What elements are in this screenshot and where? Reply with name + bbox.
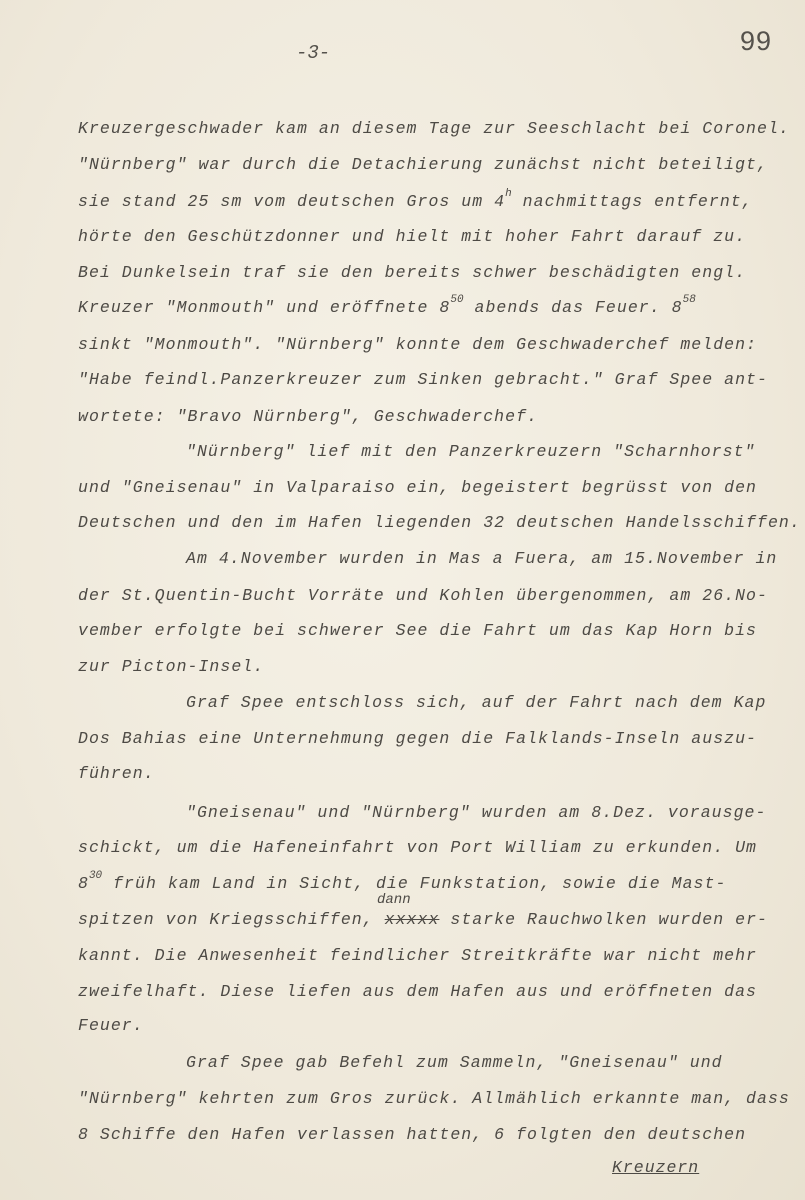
text-line: spitzen von Kriegsschiffen, xxxxx starke Rauchwolken wurden er-: [78, 910, 768, 929]
text-line: sinkt "Monmouth". "Nürnberg" konnte dem Geschwaderchef melden:: [78, 335, 757, 354]
text-line: und "Gneisenau" in Valparaiso ein, begeistert begrüsst von den: [78, 478, 757, 497]
text-line: Graf Spee entschloss sich, auf der Fahrt nach dem Kap: [186, 693, 767, 712]
text-line: hörte den Geschützdonner und hielt mit hoher Fahrt darauf zu.: [78, 227, 747, 246]
text-line: "Nürnberg" lief mit den Panzerkreuzern "Scharnhorst": [186, 442, 756, 461]
text-line: der St.Quentin-Bucht Vorräte und Kohlen übergenommen, am 26.No-: [78, 586, 768, 605]
text-line: schickt, um die Hafeneinfahrt von Port William zu erkunden. Um: [78, 838, 757, 857]
text-line: Deutschen und den im Hafen liegenden 32 deutschen Handelsschiffen.: [78, 513, 801, 532]
struck-out-word: xxxxx: [384, 910, 440, 929]
text-line: zur Picton-Insel.: [78, 657, 265, 676]
text-line: Feuer.: [78, 1016, 144, 1035]
text-line: Dos Bahias eine Unternehmung gegen die Falklands-Inseln auszu-: [78, 729, 757, 748]
text-line: "Habe feindl.Panzerkreuzer zum Sinken gebracht." Graf Spee ant-: [78, 370, 768, 389]
text-line: "Nürnberg" kehrten zum Gros zurück. Allmählich erkannte man, dass: [78, 1089, 790, 1108]
text-line: vember erfolgte bei schwerer See die Fahrt um das Kap Horn bis: [78, 621, 757, 640]
text-line: 8 Schiffe den Hafen verlassen hatten, 6 folgten den deutschen: [78, 1125, 747, 1144]
page-number: 99: [740, 26, 773, 56]
text-line: Kreuzergeschwader kam an diesem Tage zur Seeschlacht bei Coronel.: [78, 119, 790, 138]
text-line: zweifelhaft. Diese liefen aus dem Hafen aus und eröffneten das: [78, 982, 757, 1001]
text-line: Kreuzer "Monmouth" und eröffnete $8^{50}$ abends das Feuer. $8^{58}$: [78, 294, 696, 317]
text-line: wortete: "Bravo Nürnberg", Geschwaderchef.: [78, 407, 538, 426]
text-line: kannt. Die Anwesenheit feindlicher Streitkräfte war nicht mehr: [78, 946, 757, 965]
handwritten-insertion: dann: [377, 892, 411, 908]
text-line: "Nürnberg" war durch die Detachierung zunächst nicht beteiligt,: [78, 155, 768, 174]
text-line: führen.: [78, 764, 155, 783]
text-line: Graf Spee gab Befehl zum Sammeln, "Gneisenau" und: [186, 1053, 723, 1072]
text-line: "Gneisenau" und "Nürnberg" wurden am 8.Dez. vorausge-: [186, 803, 767, 822]
text-line: $8^{30}$ früh kam Land in Sicht, die Funkstation, sowie die Mast-: [78, 870, 727, 893]
text-line: sie stand 25 sm vom deutschen Gros um 4$^h$ nachmittags entfernt,: [78, 188, 753, 211]
text-line: Bei Dunkelsein traf sie den bereits schwer beschädigten engl.: [78, 263, 747, 282]
catchword: Kreuzern: [612, 1158, 700, 1177]
page-heading: -3-: [296, 42, 331, 64]
text-line: Am 4.November wurden in Mas a Fuera, am 15.November in: [186, 549, 778, 568]
